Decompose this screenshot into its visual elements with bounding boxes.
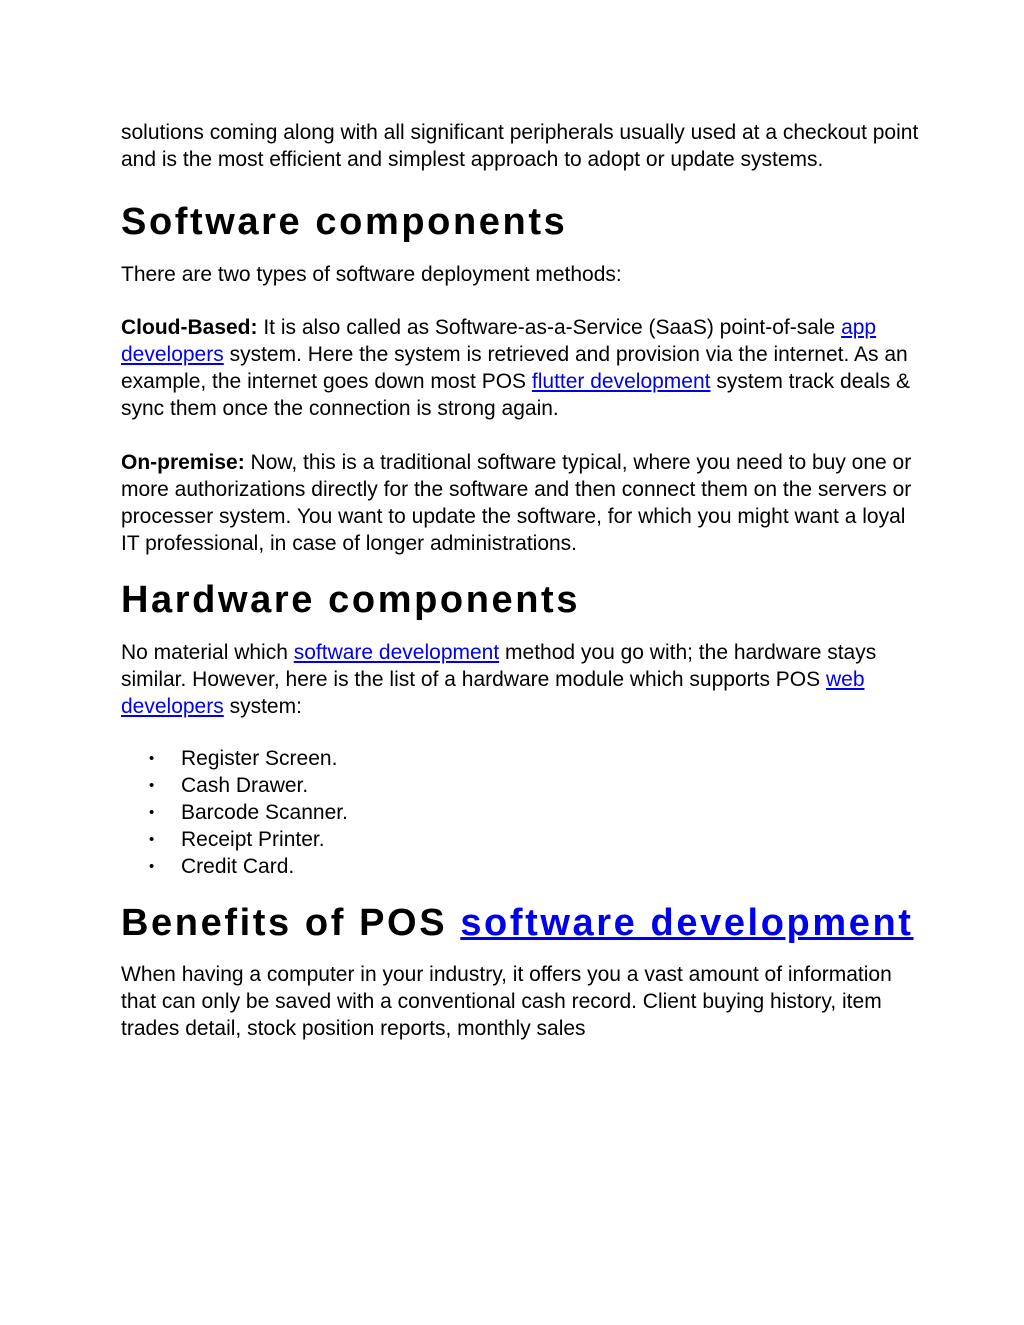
- list-item-label: Receipt Printer.: [181, 828, 325, 851]
- document-page: [121, 119, 921, 1042]
- software-development-link[interactable]: software development: [293, 641, 500, 664]
- deployment-types-paragraph: There are two types of software deployment methods:: [121, 263, 622, 286]
- bullet-icon: •: [149, 777, 155, 794]
- bullet-icon: •: [149, 858, 155, 875]
- hardware-list: [121, 745, 921, 880]
- cloud-based-paragraph: [121, 314, 921, 422]
- bullet-icon: •: [149, 750, 155, 767]
- bullet-icon: •: [149, 804, 155, 821]
- list-item: [121, 826, 921, 853]
- list-item-label: Register Screen.: [181, 747, 338, 770]
- bullet-icon: •: [149, 831, 155, 848]
- on-premise-paragraph: [121, 449, 921, 557]
- list-item: [121, 853, 921, 880]
- cloud-text-2: system. Here the system is retrieved and provision via the internet. As an example, the internet goes down most POS: [121, 343, 908, 393]
- list-item-label: Barcode Scanner.: [181, 801, 348, 824]
- app-developers-link[interactable]: app developers: [121, 316, 877, 366]
- benefits-software-development-link[interactable]: software development: [460, 902, 914, 944]
- list-item: [121, 772, 921, 799]
- hardware-text-3: system:: [223, 695, 302, 718]
- benefits-heading: [121, 900, 921, 946]
- list-item-label: Credit Card.: [181, 855, 295, 878]
- benefits-paragraph: When having a computer in your industry, it offers you a vast amount of information that can only be saved with a conventional cash record. Client buying history, item trades detail, stock position reports, monthly sales: [121, 963, 892, 1040]
- software-components-heading: Software components: [121, 201, 568, 243]
- benefits-heading-text: Benefits of POS: [121, 902, 461, 944]
- cloud-text-3: system track deals & sync them once the connection is strong again.: [121, 370, 911, 420]
- web-developers-link[interactable]: web developers: [121, 668, 865, 718]
- intro-paragraph: solutions coming along with all significant peripherals usually used at a checkout point and is the most efficient and simplest approach to adopt or update systems.: [121, 121, 919, 171]
- on-premise-text: Now, this is a traditional software typical, where you need to buy one or more authorizations directly for the software and then connect them on the servers or processer system. You want to update the software, for which you might want a loyal IT professional, in case of longer administrations.: [121, 451, 912, 555]
- hardware-components-heading: Hardware components: [121, 579, 581, 621]
- hardware-text-1: No material which: [121, 641, 294, 664]
- cloud-based-label: Cloud-Based:: [121, 316, 258, 339]
- list-item-label: Cash Drawer.: [181, 774, 309, 797]
- hardware-text-2: method you go with; the hardware stays similar. However, here is the list of a hardware module which supports POS: [121, 641, 877, 691]
- list-item: [121, 799, 921, 826]
- cloud-text-1: It is also called as Software-as-a-Service (SaaS) point-of-sale: [257, 316, 842, 339]
- hardware-intro-paragraph: [121, 639, 921, 720]
- list-item: [121, 745, 921, 772]
- flutter-development-link[interactable]: flutter development: [531, 370, 711, 393]
- on-premise-label: On-premise:: [121, 451, 245, 474]
